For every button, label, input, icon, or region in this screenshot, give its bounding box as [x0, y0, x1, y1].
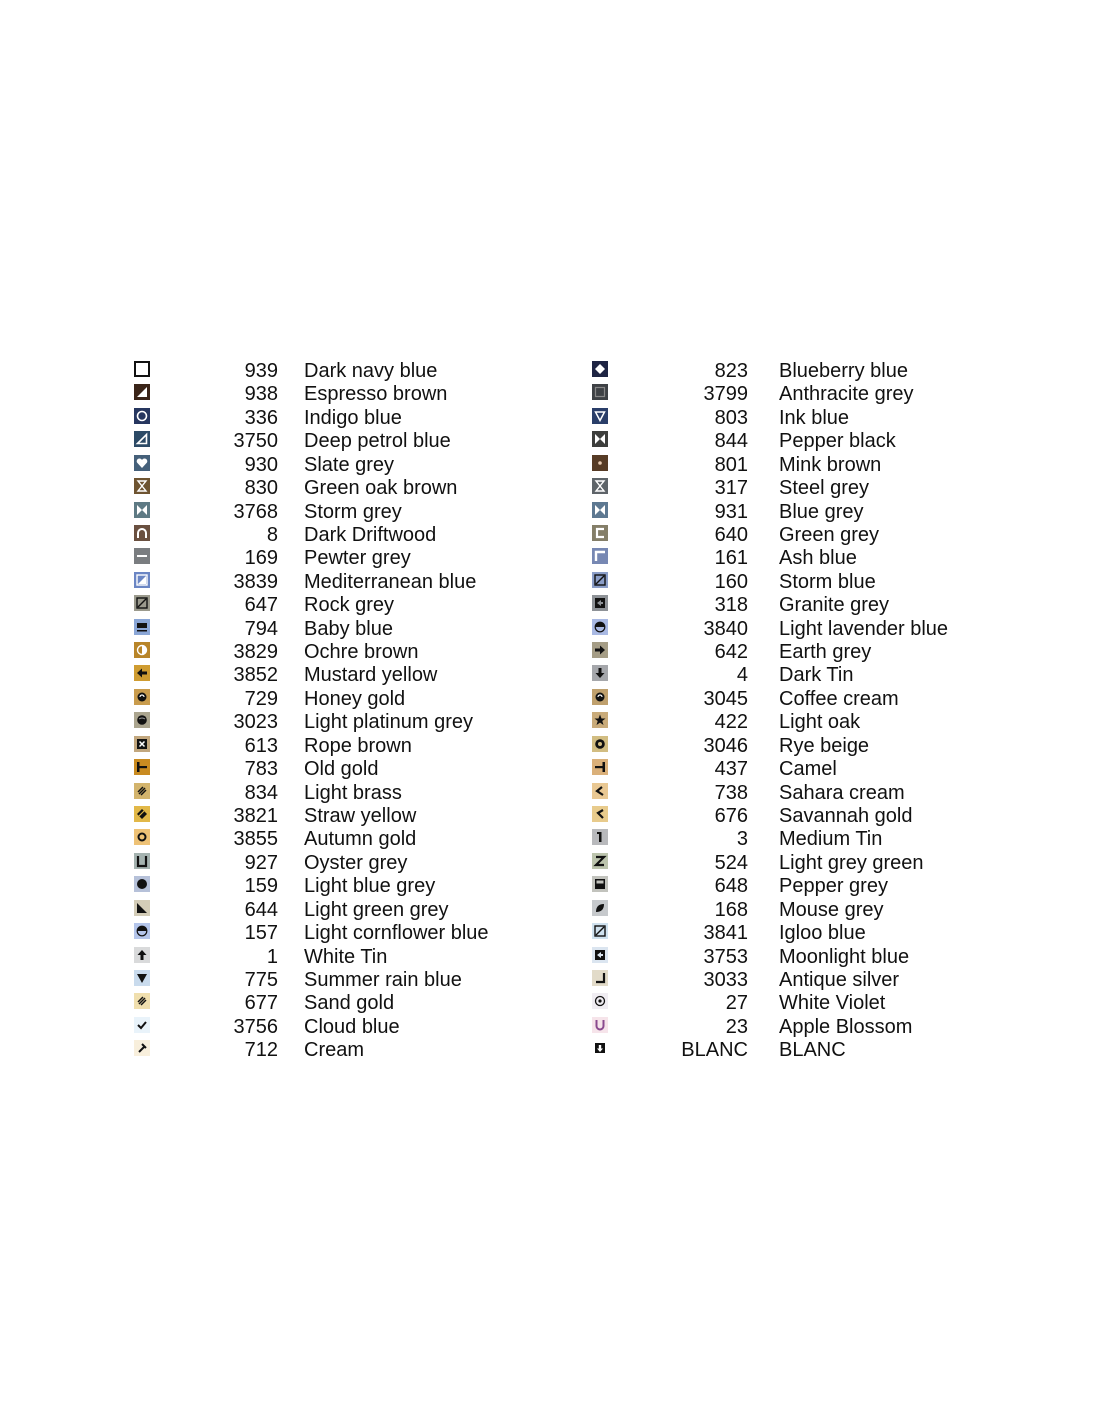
color-name: Cream — [304, 1039, 365, 1062]
color-name: Sahara cream — [779, 781, 905, 804]
legend-row — [592, 920, 1012, 943]
thread-code: 927 — [244, 851, 278, 874]
legend-row — [592, 616, 1012, 639]
t-bar-left-icon — [134, 759, 150, 775]
thread-code: 317 — [714, 477, 748, 500]
color-name: Ochre brown — [304, 641, 419, 664]
legend-row — [134, 756, 554, 779]
dot-icon — [592, 455, 608, 471]
legend-row — [134, 686, 554, 709]
bowtie-icon — [134, 502, 150, 518]
thread-code: 159 — [244, 875, 278, 898]
legend-row — [134, 990, 554, 1013]
thread-code: 803 — [714, 406, 748, 429]
color-name: Espresso brown — [304, 383, 448, 406]
legend-row — [592, 944, 1012, 967]
legend-row — [134, 639, 554, 662]
legend-row — [134, 592, 554, 615]
thread-code: 3750 — [233, 430, 278, 453]
legend-row — [592, 452, 1012, 475]
color-name: Deep petrol blue — [304, 430, 451, 453]
legend-row — [592, 662, 1012, 685]
ring-icon — [134, 829, 150, 845]
half-moon-icon — [134, 642, 150, 658]
inner-square-icon — [592, 384, 608, 400]
legend-row — [134, 967, 554, 990]
color-name: Slate grey — [304, 453, 395, 476]
color-name: Savannah gold — [779, 805, 913, 828]
thread-code: 336 — [244, 406, 278, 429]
color-name: Mustard yellow — [304, 664, 438, 687]
ramp-icon — [134, 900, 150, 916]
legend-row — [134, 873, 554, 896]
check-icon — [134, 1017, 150, 1033]
color-name: BLANC — [779, 1039, 846, 1062]
bowtie-icon — [592, 431, 608, 447]
square-slash-icon — [134, 595, 150, 611]
u-shape-icon — [592, 1017, 608, 1033]
color-name: Sand gold — [304, 992, 395, 1015]
gear-icon — [592, 736, 608, 752]
hourglass-icon — [592, 478, 608, 494]
thread-code: 3753 — [703, 945, 748, 968]
thread-code: 930 — [244, 453, 278, 476]
thread-code: BLANC — [681, 1039, 748, 1062]
t-bar-right-icon — [592, 759, 608, 775]
color-name: Summer rain blue — [304, 968, 462, 991]
legend-row — [134, 499, 554, 522]
thread-code: 775 — [244, 968, 278, 991]
color-name: Earth grey — [779, 641, 872, 664]
legend-row — [592, 545, 1012, 568]
thread-code: 3821 — [233, 805, 278, 828]
arrow-down-icon — [592, 665, 608, 681]
color-name: Light green grey — [304, 898, 449, 921]
legend-row — [592, 780, 1012, 803]
thread-code: 4 — [736, 664, 748, 687]
thread-code: 422 — [714, 711, 748, 734]
square-arrow-icon — [592, 947, 608, 963]
thread-code: 729 — [244, 687, 278, 710]
color-name: Mediterranean blue — [304, 570, 477, 593]
thread-code: 738 — [714, 781, 748, 804]
thread-code: 3829 — [233, 641, 278, 664]
thread-code: 3768 — [233, 500, 278, 523]
legend-row — [592, 1014, 1012, 1037]
color-name: Anthracite grey — [779, 383, 914, 406]
thread-code: 3756 — [233, 1015, 278, 1038]
color-name: Steel grey — [779, 477, 870, 500]
thread-code: 3046 — [703, 734, 748, 757]
legend-row — [592, 475, 1012, 498]
stripes-icon — [134, 993, 150, 1009]
thread-code: 783 — [244, 758, 278, 781]
color-name: Autumn gold — [304, 828, 417, 851]
half-circle-icon — [134, 923, 150, 939]
color-name: Ink blue — [779, 406, 850, 429]
leaf-icon — [592, 900, 608, 916]
legend-row — [134, 662, 554, 685]
thread-code: 613 — [244, 734, 278, 757]
color-name: Igloo blue — [779, 922, 866, 945]
legend-row — [592, 639, 1012, 662]
legend-row — [134, 780, 554, 803]
legend-row — [134, 522, 554, 545]
bar-one-icon — [592, 829, 608, 845]
legend-row — [134, 1014, 554, 1037]
thread-code: 3033 — [703, 968, 748, 991]
thread-code: 712 — [244, 1039, 278, 1062]
horizontal-bar-icon — [134, 548, 150, 564]
legend-row — [592, 381, 1012, 404]
thread-code: 3840 — [703, 617, 748, 640]
color-legend — [0, 358, 1100, 1078]
filled-circle-icon — [134, 876, 150, 892]
thread-code: 931 — [714, 500, 748, 523]
legend-row — [592, 522, 1012, 545]
thread-code: 1 — [266, 945, 278, 968]
globe-icon — [134, 712, 150, 728]
legend-row — [134, 920, 554, 943]
legend-row — [592, 850, 1012, 873]
color-name: Apple Blossom — [779, 1015, 913, 1038]
color-name: Pepper black — [779, 430, 896, 453]
color-name: Rock grey — [304, 594, 395, 617]
thread-code: 677 — [244, 992, 278, 1015]
legend-row — [134, 405, 554, 428]
color-name: Blue grey — [779, 500, 864, 523]
arrow-left-icon — [134, 665, 150, 681]
thread-code: 437 — [714, 758, 748, 781]
bowtie-icon — [592, 502, 608, 518]
color-name: Baby blue — [304, 617, 393, 640]
color-name: Storm blue — [779, 570, 876, 593]
square-slash-icon — [592, 572, 608, 588]
thread-code: 794 — [244, 617, 278, 640]
thread-code: 3023 — [233, 711, 278, 734]
thread-code: 647 — [244, 594, 278, 617]
thread-code: 3 — [736, 828, 748, 851]
cup-icon — [134, 853, 150, 869]
legend-row — [592, 733, 1012, 756]
color-name: Blueberry blue — [779, 360, 908, 382]
heart-icon — [134, 455, 150, 471]
z-shape-icon — [592, 853, 608, 869]
thread-code: 27 — [725, 992, 748, 1015]
color-name: Oyster grey — [304, 851, 408, 874]
legend-row — [134, 616, 554, 639]
color-name: Indigo blue — [304, 406, 402, 429]
thread-code: 844 — [714, 430, 748, 453]
thread-code: 3799 — [703, 383, 748, 406]
color-name: Moonlight blue — [779, 945, 910, 968]
triangle-outline-icon — [134, 431, 150, 447]
bottom-bar-icon — [592, 876, 608, 892]
color-name: Granite grey — [779, 594, 890, 617]
color-name: Dark navy blue — [304, 360, 438, 382]
legend-row — [592, 686, 1012, 709]
thread-code: 830 — [244, 477, 278, 500]
color-name: Light blue grey — [304, 875, 436, 898]
thread-code: 676 — [714, 805, 748, 828]
legend-row — [134, 545, 554, 568]
legend-row — [592, 967, 1012, 990]
legend-row — [592, 756, 1012, 779]
thread-code: 648 — [714, 875, 748, 898]
square-corner-icon — [134, 572, 150, 588]
legend-row — [592, 428, 1012, 451]
legend-row — [134, 358, 554, 381]
color-name: Dark Tin — [779, 664, 854, 687]
legend-row — [134, 733, 554, 756]
triangle-down-icon — [134, 970, 150, 986]
color-name: Cloud blue — [304, 1015, 400, 1038]
color-name: Straw yellow — [304, 805, 417, 828]
color-name: Green oak brown — [304, 477, 458, 500]
thread-code: 3839 — [233, 570, 278, 593]
legend-row — [134, 944, 554, 967]
legend-row — [134, 452, 554, 475]
color-name: Old gold — [304, 758, 379, 781]
chevron-left-icon — [592, 806, 608, 822]
square-arrow-icon — [592, 595, 608, 611]
hatch-icon — [134, 783, 150, 799]
star-icon — [592, 712, 608, 728]
color-name: Medium Tin — [779, 828, 883, 851]
legend-row — [134, 709, 554, 732]
legend-row — [592, 803, 1012, 826]
legend-row — [134, 428, 554, 451]
legend-row — [592, 709, 1012, 732]
legend-row — [592, 358, 1012, 381]
thread-code: 318 — [714, 594, 748, 617]
legend-row — [134, 381, 554, 404]
color-name: White Tin — [304, 945, 388, 968]
color-name: Mink brown — [779, 453, 882, 476]
c-shape-icon — [592, 525, 608, 541]
thread-code: 168 — [714, 898, 748, 921]
color-name: Pewter grey — [304, 547, 411, 570]
legend-row — [134, 803, 554, 826]
legend-row — [134, 897, 554, 920]
thread-code: 644 — [244, 898, 278, 921]
color-name: Pepper grey — [779, 875, 888, 898]
color-name: Coffee cream — [779, 687, 899, 710]
color-name: Storm grey — [304, 500, 402, 523]
color-name: Rye beige — [779, 734, 870, 757]
thread-code: 3045 — [703, 687, 748, 710]
legend-row — [592, 1037, 1012, 1060]
pin-icon — [134, 1040, 150, 1056]
diamond-stripe-icon — [134, 806, 150, 822]
legend-row — [134, 569, 554, 592]
color-name: Rope brown — [304, 734, 412, 757]
thread-code: 642 — [714, 641, 748, 664]
color-name: Mouse grey — [779, 898, 884, 921]
corner-icon — [592, 548, 608, 564]
color-name: Dark Driftwood — [304, 523, 437, 546]
thread-code: 3841 — [703, 922, 748, 945]
thread-code: 801 — [714, 453, 748, 476]
legend-row — [592, 499, 1012, 522]
down-box-icon — [592, 1040, 608, 1056]
color-name: Honey gold — [304, 687, 406, 710]
legend-row — [592, 569, 1012, 592]
swirl-icon — [592, 689, 608, 705]
thread-code: 640 — [714, 523, 748, 546]
target-icon — [592, 993, 608, 1009]
open-square-icon — [134, 361, 150, 377]
thread-code: 938 — [244, 383, 278, 406]
color-name: Ash blue — [779, 547, 857, 570]
square-x-icon — [134, 736, 150, 752]
thread-code: 524 — [714, 851, 748, 874]
legend-row — [134, 850, 554, 873]
legend-column-right — [592, 358, 1012, 1061]
color-name: Light cornflower blue — [304, 922, 489, 945]
diamond-icon — [592, 361, 608, 377]
thread-code: 939 — [244, 360, 278, 382]
color-name: Antique silver — [779, 968, 900, 991]
thread-code: 3855 — [233, 828, 278, 851]
legend-row — [592, 897, 1012, 920]
color-name: Light grey green — [779, 851, 924, 874]
arch-icon — [134, 525, 150, 541]
triangle-down-outline-icon — [592, 408, 608, 424]
legend-row — [592, 873, 1012, 896]
square-top-bar-icon — [134, 619, 150, 635]
half-circle-icon — [592, 619, 608, 635]
thread-code: 3852 — [233, 664, 278, 687]
thread-code: 834 — [244, 781, 278, 804]
swirl-icon — [134, 689, 150, 705]
legend-row — [134, 826, 554, 849]
thread-code: 23 — [725, 1015, 748, 1038]
color-name: Light brass — [304, 781, 402, 804]
color-name: Light platinum grey — [304, 711, 473, 734]
l-shape-icon — [592, 970, 608, 986]
legend-row — [592, 990, 1012, 1013]
legend-row — [134, 475, 554, 498]
legend-row — [134, 1037, 554, 1060]
half-diagonal-icon — [134, 384, 150, 400]
hourglass-icon — [134, 478, 150, 494]
color-name: Light oak — [779, 711, 861, 734]
thread-code: 157 — [244, 922, 278, 945]
color-name: Light lavender blue — [779, 617, 949, 640]
legend-row — [592, 592, 1012, 615]
square-slash-icon — [592, 923, 608, 939]
arrow-up-icon — [134, 947, 150, 963]
arrow-right-icon — [592, 642, 608, 658]
color-name: Camel — [779, 758, 837, 781]
thread-code: 160 — [714, 570, 748, 593]
legend-row — [592, 405, 1012, 428]
circle-outline-icon — [134, 408, 150, 424]
thread-code: 161 — [714, 547, 748, 570]
color-name: Green grey — [779, 523, 880, 546]
thread-code: 169 — [244, 547, 278, 570]
thread-code: 8 — [266, 523, 278, 546]
legend-row — [592, 826, 1012, 849]
color-name: White Violet — [779, 992, 886, 1015]
legend-column-left — [134, 358, 554, 1061]
thread-code: 823 — [714, 360, 748, 382]
hook-icon — [592, 783, 608, 799]
